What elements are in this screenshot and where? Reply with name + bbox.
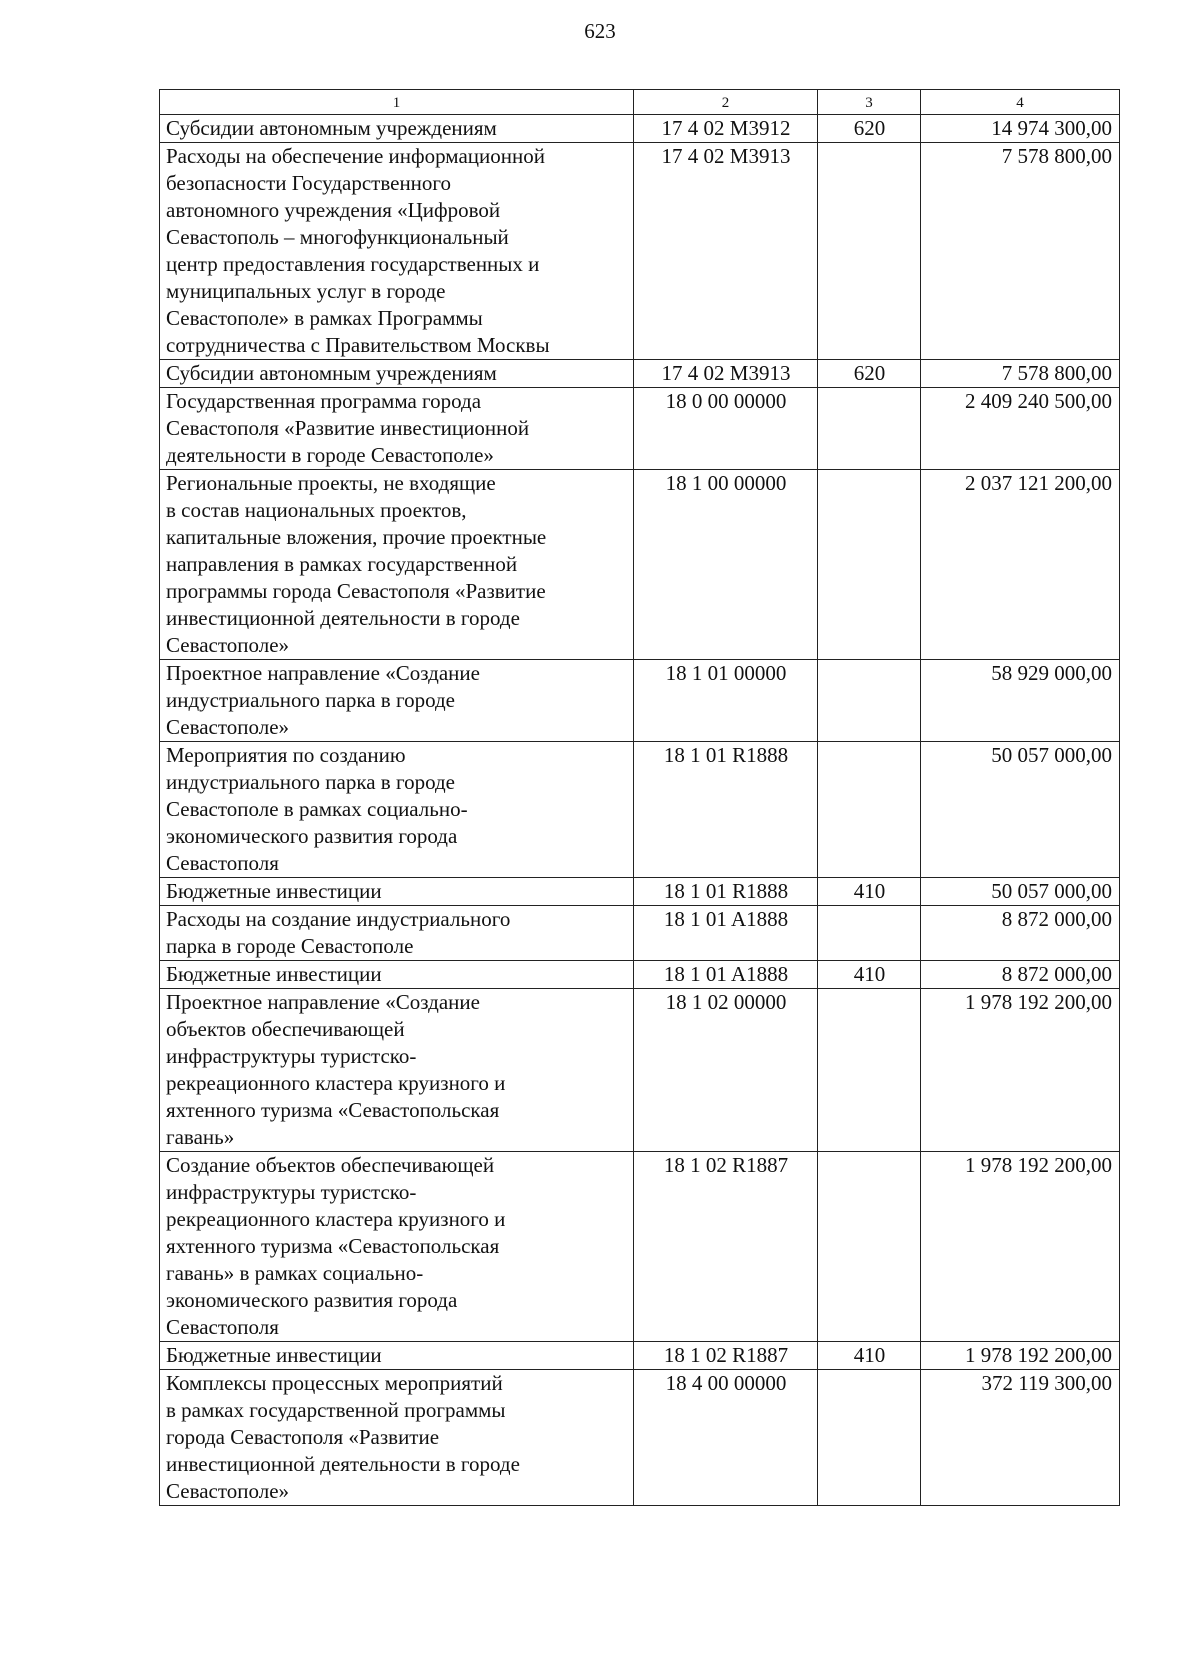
row-expense-type [818,660,921,742]
table-row [160,660,1120,742]
row-expense-type: 620 [818,360,921,388]
table-header-row [160,90,1120,115]
budget-table [159,89,1120,1506]
row-expense-type: 410 [818,878,921,906]
row-code: 18 0 00 00000 [634,388,818,470]
row-code: 18 1 01 00000 [634,660,818,742]
row-code: 18 1 01 A1888 [634,906,818,961]
table-row [160,906,1120,961]
row-expense-type [818,1370,921,1506]
row-amount: 8 872 000,00 [921,906,1120,961]
row-code: 18 1 01 A1888 [634,961,818,989]
row-name: Проектное направление «Создание индустриального парка в городе Севастополе» [160,660,634,742]
row-amount: 1 978 192 200,00 [921,1342,1120,1370]
row-amount: 2 037 121 200,00 [921,470,1120,660]
table-row [160,470,1120,660]
row-expense-type [818,470,921,660]
row-name: Расходы на создание индустриального парка в городе Севастополе [160,906,634,961]
table-row [160,742,1120,878]
row-code: 18 1 02 00000 [634,989,818,1152]
row-amount: 58 929 000,00 [921,660,1120,742]
row-name: Мероприятия по созданию индустриального парка в городе Севастополе в рамках социально- экономического развития города Севастополя [160,742,634,878]
row-name: Проектное направление «Создание объектов обеспечивающей инфраструктуры туристско- рекреационного кластера круизного и яхтенного туризма «Севастопольская гавань» [160,989,634,1152]
row-expense-type [818,143,921,360]
row-amount: 1 978 192 200,00 [921,1152,1120,1342]
row-code: 18 1 01 R1888 [634,742,818,878]
row-expense-type [818,989,921,1152]
column-header-2: 2 [634,90,818,115]
row-code: 18 1 01 R1888 [634,878,818,906]
page-number: 623 [584,19,616,43]
row-expense-type [818,742,921,878]
table-row [160,115,1120,143]
row-expense-type [818,1152,921,1342]
row-code: 18 1 02 R1887 [634,1342,818,1370]
column-header-3: 3 [818,90,921,115]
row-amount: 50 057 000,00 [921,878,1120,906]
table-row [160,1342,1120,1370]
table-row [160,143,1120,360]
row-expense-type: 410 [818,1342,921,1370]
table-row [160,360,1120,388]
row-expense-type [818,906,921,961]
table-row [160,989,1120,1152]
row-expense-type [818,388,921,470]
row-name: Комплексы процессных мероприятий в рамках государственной программы города Севастополя «Развитие инвестиционной деятельности в городе Севастополе» [160,1370,634,1506]
row-code: 17 4 02 M3912 [634,115,818,143]
row-amount: 7 578 800,00 [921,143,1120,360]
row-amount: 8 872 000,00 [921,961,1120,989]
table-row [160,961,1120,989]
row-name: Государственная программа города Севастополя «Развитие инвестиционной деятельности в городе Севастополе» [160,388,634,470]
row-code: 18 1 00 00000 [634,470,818,660]
column-header-4: 4 [921,90,1120,115]
row-code: 17 4 02 M3913 [634,143,818,360]
table-row [160,1370,1120,1506]
row-name: Расходы на обеспечение информационной безопасности Государственного автономного учреждения «Цифровой Севастополь – многофункциональный центр предоставления государственных и муниципальных услуг в городе Севастополе» в рамках Программы сотрудничества с Правительством Москвы [160,143,634,360]
row-amount: 14 974 300,00 [921,115,1120,143]
row-name: Бюджетные инвестиции [160,961,634,989]
row-amount: 50 057 000,00 [921,742,1120,878]
row-code: 18 4 00 00000 [634,1370,818,1506]
row-expense-type: 410 [818,961,921,989]
row-code: 18 1 02 R1887 [634,1152,818,1342]
row-name: Субсидии автономным учреждениям [160,360,634,388]
row-amount: 372 119 300,00 [921,1370,1120,1506]
row-code: 17 4 02 M3913 [634,360,818,388]
row-name: Создание объектов обеспечивающей инфраструктуры туристско- рекреационного кластера круизного и яхтенного туризма «Севастопольская гавань» в рамках социально- экономического развития города Севастополя [160,1152,634,1342]
row-amount: 2 409 240 500,00 [921,388,1120,470]
row-name: Бюджетные инвестиции [160,878,634,906]
table-row [160,388,1120,470]
row-name: Субсидии автономным учреждениям [160,115,634,143]
column-header-1: 1 [160,90,634,115]
row-expense-type: 620 [818,115,921,143]
row-name: Бюджетные инвестиции [160,1342,634,1370]
row-amount: 7 578 800,00 [921,360,1120,388]
row-name: Региональные проекты, не входящие в состав национальных проектов, капитальные вложения, прочие проектные направления в рамках государственной программы города Севастополя «Развитие инвестиционной деятельности в городе Севастополе» [160,470,634,660]
table-row [160,1152,1120,1342]
row-amount: 1 978 192 200,00 [921,989,1120,1152]
table-row [160,878,1120,906]
